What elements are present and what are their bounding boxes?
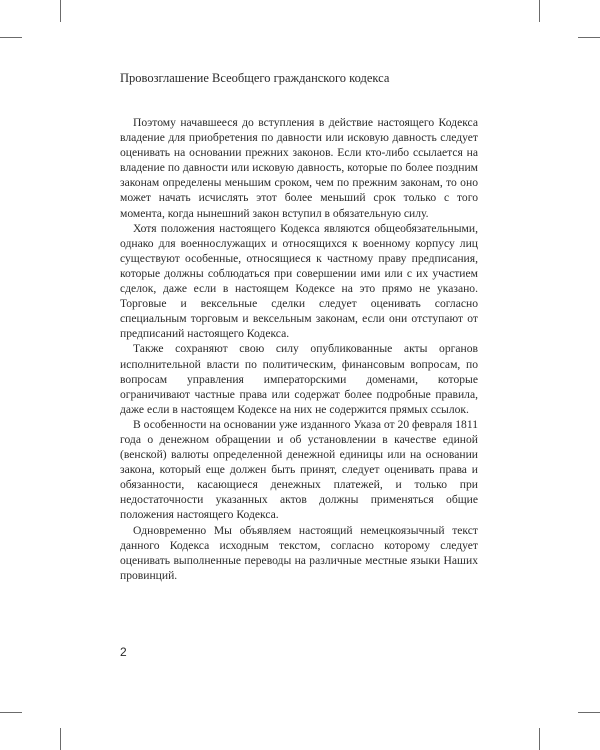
crop-mark-right-lower bbox=[578, 712, 600, 713]
paragraph: Одновременно Мы объявляем настоящий немецкоязычный текст данного Кодекса исходным текстом, согласно которому следует оценивать выполненные переводы на различные местные языки Наших провинций. bbox=[120, 523, 478, 582]
running-header: Провозглашение Всеобщего гражданского кодекса bbox=[120, 71, 390, 85]
crop-mark-right-upper bbox=[578, 37, 600, 38]
crop-mark-top-left bbox=[60, 0, 61, 22]
paragraph: В особенности на основании уже изданного Указа от 20 февраля 1811 года о денежном обращении и об установлении в качестве единой (венской) валюты определенной денежной единицы или на основании закона, который еще должен быть принят, следует оценивать права и обязанности, касающиеся денежных платежей, и только при недостаточности указанных актов должны применяться общие положения настоящего Кодекса. bbox=[120, 417, 478, 522]
body-text bbox=[120, 115, 478, 583]
paragraph: Хотя положения настоящего Кодекса являются общеобязательными, однако для военнослужащих и относящихся к военному корпусу лиц существуют особенные, относящиеся к частному праву предписания, которые должны соблюдаться при совершении ими или с их участием сделок, даже если в настоящем Кодексе на это прямо не указано. Торговые и вексельные сделки следует оценивать согласно специальным торговым и вексельным законам, если они отступают от предписаний настоящего Кодекса. bbox=[120, 221, 478, 341]
paragraph: Также сохраняют свою силу опубликованные акты органов исполнительной власти по политическим, финансовым вопросам, по вопросам управления императорскими доменами, которые ограничивают частные права или содержат более подробные правила, даже если в настоящем Кодексе на них не содержится прямых ссылок. bbox=[120, 342, 478, 416]
crop-mark-top-right bbox=[539, 0, 540, 22]
paragraph: Поэтому начавшееся до вступления в действие настоящего Кодекса владение для приобретения по давности или исковую давность следует оценивать на основании прежних законов. Если кто-либо ссылается на владение по давности или исковую давность, которые по более поздним законам определены меньшим сроком, чем по прежним законам, то оно может начать исчислять этот более меньший срок только с того момента, когда нынешний закон вступил в обязательную силу. bbox=[120, 116, 478, 220]
page-number: 2 bbox=[120, 645, 127, 659]
crop-mark-bottom-right bbox=[539, 728, 540, 750]
crop-mark-left-upper bbox=[0, 37, 22, 38]
crop-mark-bottom-left bbox=[60, 728, 61, 750]
crop-mark-left-lower bbox=[0, 712, 22, 713]
